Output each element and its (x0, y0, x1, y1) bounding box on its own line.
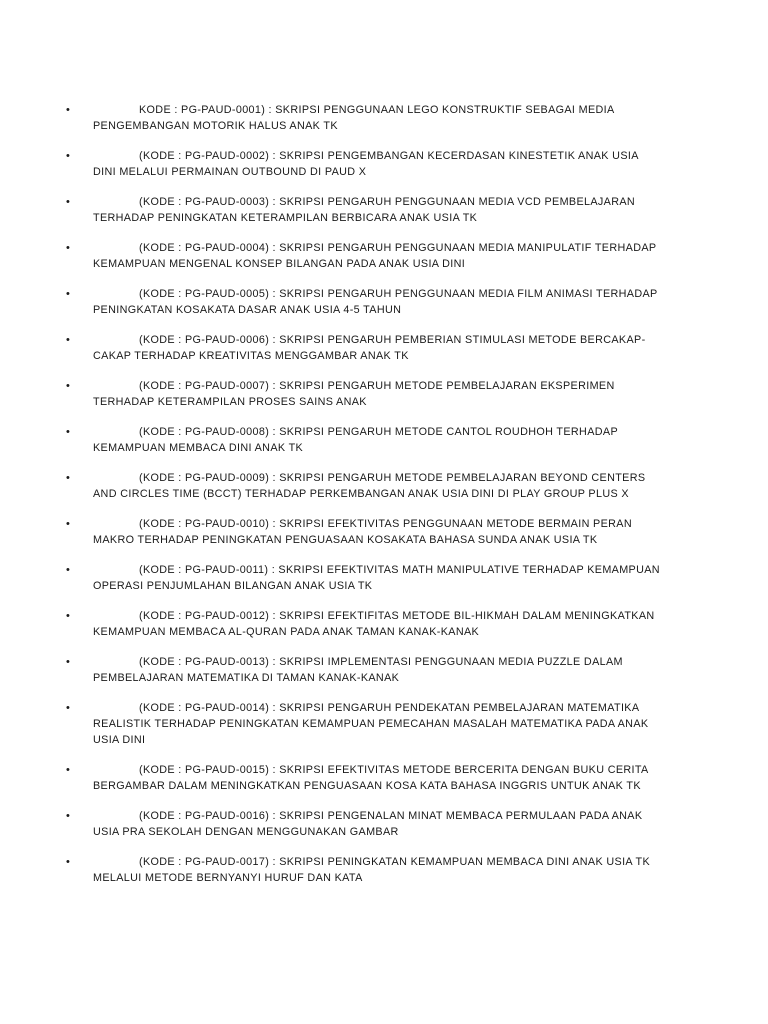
bullet-icon: • (66, 518, 71, 530)
list-item (62, 700, 662, 748)
list-item (62, 608, 662, 640)
list-item-text: (KODE : PG-PAUD-0009) : SKRIPSI PENGARUH METODE PEMBELAJARAN BEYOND CENTERS AND CIRCLES TIME (BCCT) TERHADAP PERKEMBANGAN ANAK USIA DINI DI PLAY GROUP PLUS X (93, 472, 646, 500)
skripsi-list (62, 102, 662, 900)
bullet-icon: • (66, 656, 71, 668)
bullet-icon: • (66, 196, 71, 208)
bullet-icon: • (66, 810, 71, 822)
list-item (62, 762, 662, 794)
list-item (62, 654, 662, 686)
list-item-text: (KODE : PG-PAUD-0013) : SKRIPSI IMPLEMENTASI PENGGUNAAN MEDIA PUZZLE DALAM PEMBELAJARAN MATEMATIKA DI TAMAN KANAK-KANAK (93, 656, 623, 684)
list-item-text: (KODE : PG-PAUD-0017) : SKRIPSI PENINGKATAN KEMAMPUAN MEMBACA DINI ANAK USIA TK MELALUI METODE BERNYANYI HURUF DAN KATA (93, 856, 651, 884)
list-item-text: (KODE : PG-PAUD-0014) : SKRIPSI PENGARUH PENDEKATAN PEMBELAJARAN MATEMATIKA REALISTIK TERHADAP PENINGKATAN KEMAMPUAN PEMECAHAN MASALAH MATEMATIKA PADA ANAK USIA DINI (93, 702, 649, 746)
bullet-icon: • (66, 380, 71, 392)
list-item-text: (KODE : PG-PAUD-0002) : SKRIPSI PENGEMBANGAN KECERDASAN KINESTETIK ANAK USIA DINI MELALUI PERMAINAN OUTBOUND DI PAUD X (93, 150, 639, 178)
list-item-text: (KODE : PG-PAUD-0016) : SKRIPSI PENGENALAN MINAT MEMBACA PERMULAAN PADA ANAK USIA PRA SEKOLAH DENGAN MENGGUNAKAN GAMBAR (93, 810, 643, 838)
bullet-icon: • (66, 104, 71, 116)
list-item (62, 424, 662, 456)
list-item-text: (KODE : PG-PAUD-0008) : SKRIPSI PENGARUH METODE CANTOL ROUDHOH TERHADAP KEMAMPUAN MEMBACA DINI ANAK TK (93, 426, 618, 454)
bullet-icon: • (66, 288, 71, 300)
bullet-icon: • (66, 242, 71, 254)
list-item-text: (KODE : PG-PAUD-0012) : SKRIPSI EFEKTIFITAS METODE BIL-HIKMAH DALAM MENINGKATKAN KEMAMPUAN MEMBACA AL-QURAN PADA ANAK TAMAN KANAK-KANAK (93, 610, 655, 638)
list-item (62, 854, 662, 886)
list-item-text: KODE : PG-PAUD-0001) : SKRIPSI PENGGUNAAN LEGO KONSTRUKTIF SEBAGAI MEDIA PENGEMBANGAN MOTORIK HALUS ANAK TK (93, 104, 614, 132)
list-item-text: (KODE : PG-PAUD-0003) : SKRIPSI PENGARUH PENGGUNAAN MEDIA VCD PEMBELAJARAN TERHADAP PENINGKATAN KETERAMPILAN BERBICARA ANAK USIA TK (93, 196, 636, 224)
list-item-text: (KODE : PG-PAUD-0010) : SKRIPSI EFEKTIVITAS PENGGUNAAN METODE BERMAIN PERAN MAKRO TERHADAP PENINGKATAN PENGUASAAN KOSAKATA BAHASA SUNDA ANAK USIA TK (93, 518, 633, 546)
list-item-text: (KODE : PG-PAUD-0006) : SKRIPSI PENGARUH PEMBERIAN STIMULASI METODE BERCAKAP-CAKAP TERHADAP KREATIVITAS MENGGAMBAR ANAK TK (93, 334, 646, 362)
list-item (62, 194, 662, 226)
bullet-icon: • (66, 150, 71, 162)
list-item (62, 808, 662, 840)
list-item (62, 240, 662, 272)
list-item (62, 516, 662, 548)
bullet-icon: • (66, 610, 71, 622)
list-item (62, 286, 662, 318)
bullet-icon: • (66, 764, 71, 776)
bullet-icon: • (66, 426, 71, 438)
list-item (62, 378, 662, 410)
bullet-icon: • (66, 472, 71, 484)
list-item (62, 102, 662, 134)
bullet-icon: • (66, 702, 71, 714)
list-item (62, 470, 662, 502)
list-item-text: (KODE : PG-PAUD-0015) : SKRIPSI EFEKTIVITAS METODE BERCERITA DENGAN BUKU CERITA BERGAMBAR DALAM MENINGKATKAN PENGUASAAN KOSA KATA BAHASA INGGRIS UNTUK ANAK TK (93, 764, 649, 792)
list-item (62, 332, 662, 364)
list-item (62, 148, 662, 180)
list-item-text: (KODE : PG-PAUD-0007) : SKRIPSI PENGARUH METODE PEMBELAJARAN EKSPERIMEN TERHADAP KETERAMPILAN PROSES SAINS ANAK (93, 380, 615, 408)
list-item-text: (KODE : PG-PAUD-0011) : SKRIPSI EFEKTIVITAS MATH MANIPULATIVE TERHADAP KEMAMPUAN OPERASI PENJUMLAHAN BILANGAN ANAK USIA TK (93, 564, 660, 592)
list-item-text: (KODE : PG-PAUD-0004) : SKRIPSI PENGARUH PENGGUNAAN MEDIA MANIPULATIF TERHADAP KEMAMPUAN MENGENAL KONSEP BILANGAN PADA ANAK USIA DINI (93, 242, 657, 270)
bullet-icon: • (66, 334, 71, 346)
bullet-icon: • (66, 856, 71, 868)
list-item (62, 562, 662, 594)
bullet-icon: • (66, 564, 71, 576)
list-item-text: (KODE : PG-PAUD-0005) : SKRIPSI PENGARUH PENGGUNAAN MEDIA FILM ANIMASI TERHADAP PENINGKATAN KOSAKATA DASAR ANAK USIA 4-5 TAHUN (93, 288, 658, 316)
